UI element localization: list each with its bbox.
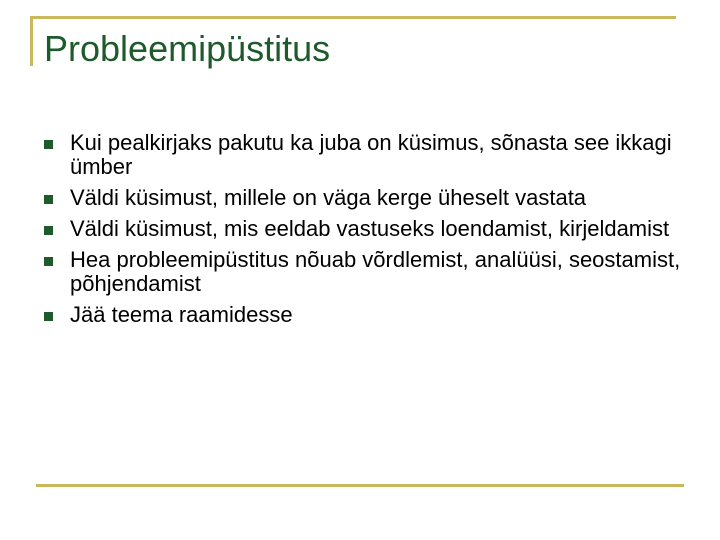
bullet-item — [44, 186, 684, 210]
square-bullet-icon — [44, 257, 53, 266]
square-bullet-icon — [44, 195, 53, 204]
square-bullet-icon — [44, 140, 53, 149]
bullet-item — [44, 131, 684, 179]
bullet-text: Jää teema raamidesse — [70, 302, 293, 327]
square-bullet-icon — [44, 312, 53, 321]
bullet-text: Kui pealkirjaks pakutu ka juba on küsimus, sõnasta see ikkagi ümber — [70, 130, 672, 179]
slide-title: Probleemipüstitus — [44, 28, 331, 69]
bullet-text: Väldi küsimust, mis eeldab vastuseks loendamist, kirjeldamist — [70, 216, 670, 241]
bullet-item — [44, 217, 684, 241]
bullet-list — [44, 131, 684, 334]
bullet-text: Hea probleemipüstitus nõuab võrdlemist, analüüsi, seostamist, põhjendamist — [70, 247, 681, 296]
bottom-accent-rule — [36, 484, 684, 487]
title-frame-left-rule — [30, 16, 33, 66]
bullet-item — [44, 248, 684, 296]
square-bullet-icon — [44, 226, 53, 235]
title-frame-top-rule — [30, 16, 676, 19]
bullet-text: Väldi küsimust, millele on väga kerge üheselt vastata — [70, 185, 587, 210]
bullet-item — [44, 303, 684, 327]
